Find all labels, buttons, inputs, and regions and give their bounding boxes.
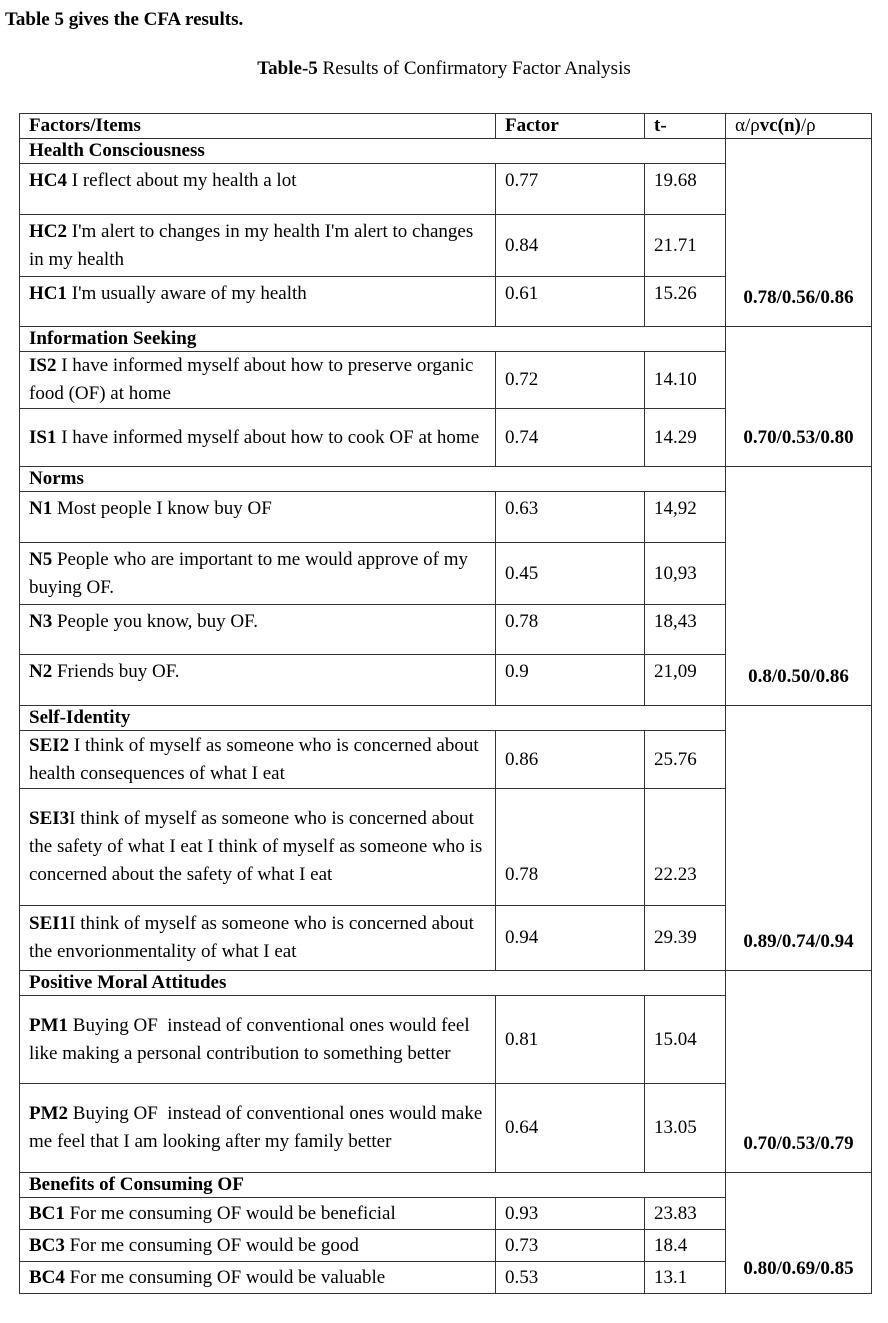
factor-loading: 0.53 — [496, 1262, 645, 1294]
item-code: HC2 — [29, 220, 67, 242]
cfa-table — [19, 113, 872, 1294]
item-text: I'm usually aware of my health — [67, 283, 307, 304]
factor-loading: 0.81 — [496, 996, 645, 1084]
item-cell — [20, 164, 496, 215]
factor-loading: 0.78 — [496, 605, 645, 655]
item-text: I have informed myself about how to cook OF at home — [56, 426, 480, 448]
section-title: Information Seeking — [20, 327, 726, 352]
header-items: Factors/Items — [20, 114, 496, 139]
factor-loading: 0.84 — [496, 215, 645, 277]
item-text: People you know, buy OF. — [52, 611, 258, 632]
table-caption-text: Results of Confirmatory Factor Analysis — [322, 58, 631, 79]
item-code: PM2 — [29, 1103, 69, 1124]
section-reliability-stats: 0.70/0.53/0.80 — [726, 327, 872, 467]
t-value: 15.26 — [645, 277, 726, 327]
t-value: 13.1 — [645, 1262, 726, 1294]
item-code: IS1 — [29, 426, 57, 448]
item-cell — [20, 789, 496, 906]
t-value: 29.39 — [645, 906, 726, 971]
section-reliability-stats: 0.89/0.74/0.94 — [726, 706, 872, 971]
t-value: 25.76 — [645, 731, 726, 789]
section-title: Positive Moral Attitudes — [20, 971, 726, 996]
item-code: IS2 — [29, 355, 57, 376]
item-cell — [20, 277, 496, 327]
header-factor: Factor — [496, 114, 645, 139]
item-code: BC4 — [29, 1266, 65, 1288]
table-caption-label: Table-5 — [257, 58, 318, 79]
item-cell — [20, 605, 496, 655]
item-cell — [20, 352, 496, 409]
factor-loading: 0.78 — [496, 789, 645, 906]
item-cell — [20, 1084, 496, 1173]
t-value: 19.68 — [645, 164, 726, 215]
header-t: t- — [645, 114, 726, 139]
factor-loading: 0.94 — [496, 906, 645, 971]
item-text: I'm alert to changes in my health I'm alert to changes in my health — [29, 220, 478, 270]
table-caption — [0, 58, 888, 80]
item-code: SEI2 — [29, 734, 70, 756]
item-cell — [20, 731, 496, 789]
t-value: 14,92 — [645, 492, 726, 543]
item-code: PM1 — [29, 1014, 69, 1036]
header-stats — [726, 114, 872, 139]
section-row — [20, 467, 872, 492]
item-code: HC4 — [29, 170, 67, 191]
section-title: Norms — [20, 467, 726, 492]
item-text: Most people I know buy OF — [52, 498, 272, 519]
factor-loading: 0.61 — [496, 277, 645, 327]
section-reliability-stats: 0.80/0.69/0.85 — [726, 1173, 872, 1294]
item-cell — [20, 1198, 496, 1230]
item-cell — [20, 409, 496, 467]
t-value: 21.71 — [645, 215, 726, 277]
item-text: I think of myself as someone who is concerned about the safety of what I eat I think of myself as someone who is concerned about the safety of what I eat — [29, 808, 487, 885]
header-stats-c: /ρ — [800, 115, 816, 136]
factor-loading: 0.45 — [496, 543, 645, 605]
factor-loading: 0.64 — [496, 1084, 645, 1173]
factor-loading: 0.72 — [496, 352, 645, 409]
item-code: N3 — [29, 611, 53, 632]
header-stats-a: α/ρ — [735, 115, 760, 136]
section-title: Benefits of Consuming OF — [20, 1173, 726, 1198]
item-cell — [20, 996, 496, 1084]
item-code: N2 — [29, 661, 53, 682]
item-text: For me consuming OF would be good — [64, 1234, 359, 1256]
factor-loading: 0.73 — [496, 1230, 645, 1262]
item-code: BC3 — [29, 1234, 65, 1256]
item-cell — [20, 906, 496, 971]
item-text: I think of myself as someone who is concerned about the envorionmentality of what I eat — [29, 913, 479, 962]
header-stats-b: vc(n) — [759, 115, 801, 136]
item-cell — [20, 215, 496, 277]
item-cell — [20, 1262, 496, 1294]
intro-sentence: Table 5 gives the CFA results. — [5, 9, 244, 30]
item-cell — [20, 655, 496, 706]
section-reliability-stats: 0.70/0.53/0.79 — [726, 971, 872, 1173]
item-code: BC1 — [29, 1202, 65, 1224]
item-cell — [20, 543, 496, 605]
table-header-row — [20, 114, 872, 139]
item-code: N5 — [29, 548, 53, 570]
item-text: People who are important to me would approve of my buying OF. — [29, 548, 473, 598]
item-cell — [20, 1230, 496, 1262]
section-row — [20, 1173, 872, 1198]
t-value: 23.83 — [645, 1198, 726, 1230]
t-value: 13.05 — [645, 1084, 726, 1173]
factor-loading: 0.93 — [496, 1198, 645, 1230]
factor-loading: 0.86 — [496, 731, 645, 789]
factor-loading: 0.74 — [496, 409, 645, 467]
section-title: Health Consciousness — [20, 139, 726, 164]
section-row — [20, 971, 872, 996]
t-value: 14.10 — [645, 352, 726, 409]
t-value: 15.04 — [645, 996, 726, 1084]
item-code: HC1 — [29, 283, 67, 304]
t-value: 10,93 — [645, 543, 726, 605]
item-text: Buying OF instead of conventional ones would feel like making a personal contribution to something better — [29, 1014, 475, 1064]
t-value: 22.23 — [645, 789, 726, 906]
item-text: For me consuming OF would be beneficial — [64, 1202, 396, 1224]
item-code: SEI1 — [29, 913, 70, 934]
item-code: SEI3 — [29, 808, 70, 829]
factor-loading: 0.9 — [496, 655, 645, 706]
item-code: N1 — [29, 498, 53, 519]
factor-loading: 0.77 — [496, 164, 645, 215]
item-text: Friends buy OF. — [52, 661, 180, 682]
section-row — [20, 139, 872, 164]
section-row — [20, 327, 872, 352]
t-value: 18.4 — [645, 1230, 726, 1262]
item-text: I have informed myself about how to preserve organic food (OF) at home — [29, 355, 479, 404]
t-value: 21,09 — [645, 655, 726, 706]
item-text: I think of myself as someone who is concerned about health consequences of what I eat — [29, 734, 484, 784]
item-text: For me consuming OF would be valuable — [64, 1266, 386, 1288]
section-row — [20, 706, 872, 731]
item-text: I reflect about my health a lot — [67, 170, 297, 191]
t-value: 18,43 — [645, 605, 726, 655]
item-text: Buying OF instead of conventional ones would make me feel that I am looking after my family better — [29, 1103, 488, 1152]
section-title: Self-Identity — [20, 706, 726, 731]
item-cell — [20, 492, 496, 543]
t-value: 14.29 — [645, 409, 726, 467]
section-reliability-stats: 0.8/0.50/0.86 — [726, 467, 872, 706]
section-reliability-stats: 0.78/0.56/0.86 — [726, 139, 872, 327]
factor-loading: 0.63 — [496, 492, 645, 543]
